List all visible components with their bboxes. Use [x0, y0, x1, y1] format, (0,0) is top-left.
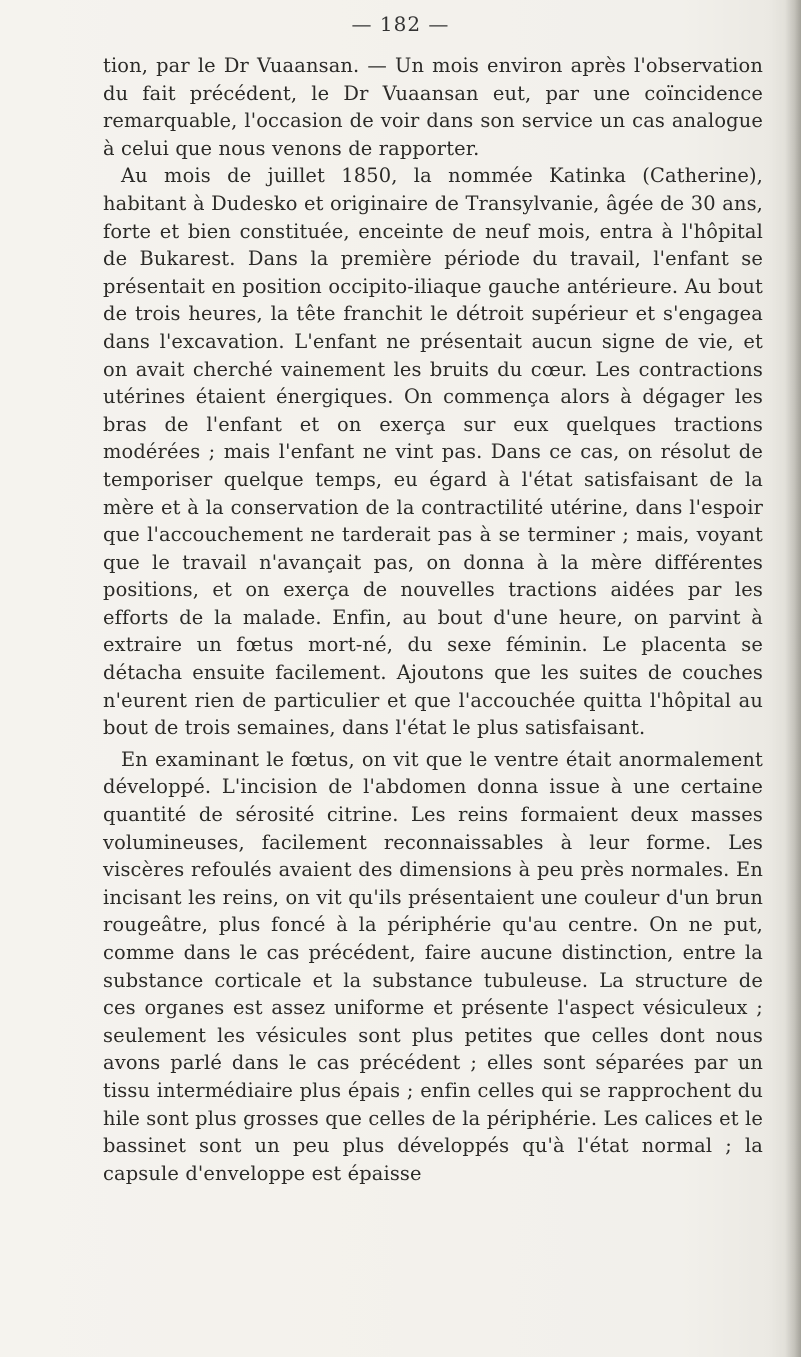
page-edge-shadow [785, 0, 801, 1357]
paragraph-1: tion, par le Dr Vuaansan. — Un mois environ après l'observation du fait précédent, le Dr Vuaansan eut, par une coïncidence remarquable, l'occasion de voir dans son service un cas analogue à celui que nous venons de rapporter. [103, 54, 763, 160]
paragraph-2: Au mois de juillet 1850, la nommée Katinka (Catherine), habitant à Dudesko et originaire de Transylvanie, âgée de 30 ans, forte et bien constituée, enceinte de neuf mois, entra à l'hôpital de Bukarest. Dans la première période du travail, l'enfant se présentait en position occipito-iliaque gauche antérieure. Au bout de trois heures, la tête franchit le détroit supérieur et s'engagea dans l'excavation. L'enfant ne présentait aucun signe de vie, et on avait cherché vainement les bruits du cœur. Les contractions utérines étaient énergiques. On commença alors à dégager les bras de l'enfant et on exerça sur eux quelques tractions modérées ; mais l'enfant ne vint pas. Dans ce cas, on résolut de temporiser quelque temps, eu égard à l'état satisfaisant de la mère et à la conservation de la contractilité utérine, dans l'espoir que l'accouchement ne tarderait pas à se terminer ; mais, voyant que le travail n'avançait pas, on donna à la mère différentes positions, et on exerça de nouvelles tractions aidées par les efforts de la malade. Enfin, au bout d'une heure, on parvint à extraire un fœtus mort-né, du sexe féminin. Le placenta se détacha ensuite facilement. Ajoutons que les suites de couches n'eurent rien de particulier et que l'accouchée quitta l'hôpital au bout de trois semaines, dans l'état le plus satisfaisant. [103, 164, 763, 740]
paragraph-3: En examinant le fœtus, on vit que le ventre était anormalement développé. L'incision de l'abdomen donna issue à une certaine quantité de sérosité citrine. Les reins formaient deux masses volumineuses, facilement reconnaissables à leur forme. Les viscères refoulés avaient des dimensions à peu près normales. En incisant les reins, on vit qu'ils présentaient une couleur d'un brun rougeâtre, plus foncé à la périphérie qu'au centre. On ne put, comme dans le cas précédent, faire aucune distinction, entre la substance corticale et la substance tubuleuse. La structure de ces organes est assez uniforme et présente l'aspect vésiculeux ; seulement les vésicules sont plus petites que celles dont nous avons parlé dans le cas précédent ; elles sont séparées par un tissu intermédiaire plus épais ; enfin celles qui se rapprochent du hile sont plus grosses que celles de la périphérie. Les calices et le bassinet sont un peu plus développés qu'à l'état normal ; la capsule d'enveloppe est épaisse [103, 747, 763, 1185]
page-number: — 182 — [351, 12, 450, 36]
body-text [103, 52, 763, 1187]
